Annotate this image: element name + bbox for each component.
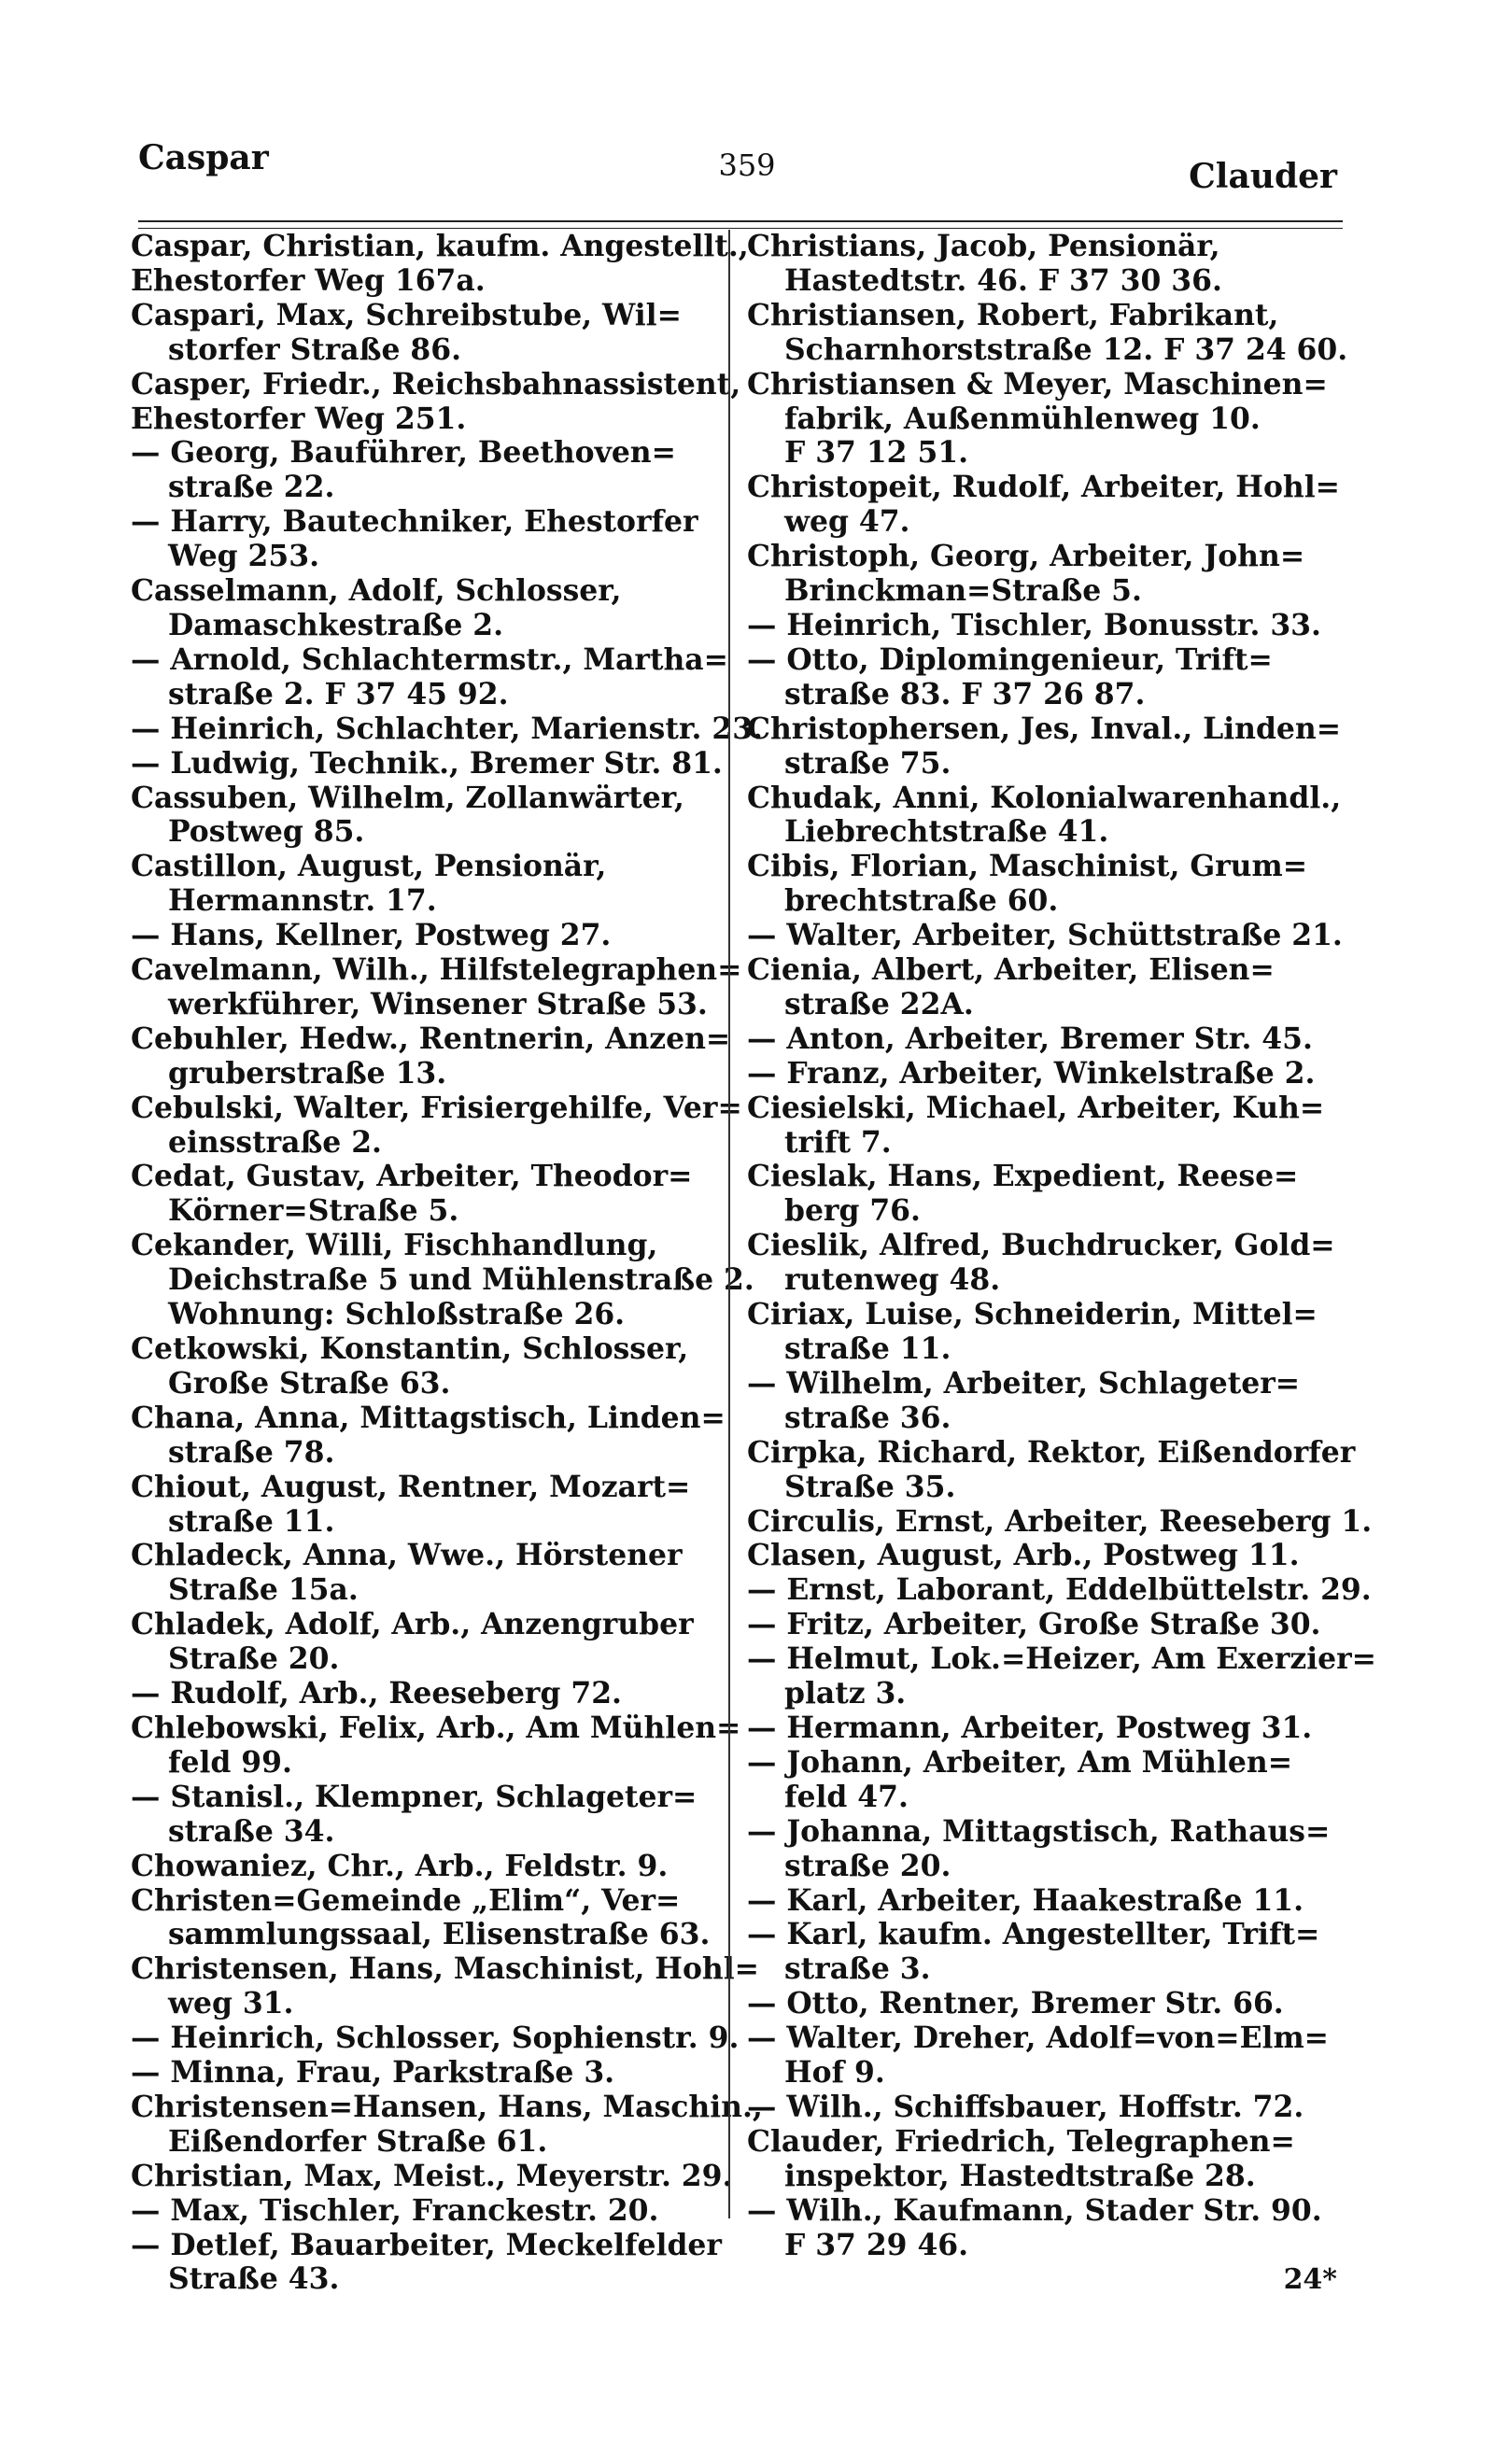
directory-line: straße 34.	[168, 1814, 335, 1849]
header-left-keyword: Caspar	[138, 138, 269, 177]
directory-line: — Wilhelm, Arbeiter, Schlageter=	[747, 1366, 1301, 1401]
directory-line: Clauder, Friedrich, Telegraphen=	[747, 2124, 1295, 2159]
directory-line: — Johann, Arbeiter, Am Mühlen=	[747, 1745, 1293, 1780]
directory-line: berg 76.	[784, 1194, 921, 1229]
directory-line: Hermannstr. 17.	[168, 884, 437, 919]
directory-line: — Hermann, Arbeiter, Postweg 31.	[747, 1711, 1313, 1745]
directory-line: Caspari, Max, Schreibstube, Wil=	[131, 298, 682, 332]
directory-line: Deichstraße 5 und Mühlenstraße 2.	[168, 1263, 754, 1298]
directory-line: Brinckman=Straße 5.	[784, 574, 1142, 609]
directory-line: Ehestorfer Weg 167a.	[131, 263, 486, 298]
directory-line: — Karl, Arbeiter, Haakestraße 11.	[747, 1883, 1304, 1918]
directory-line: Straße 43.	[168, 2262, 340, 2297]
directory-line: Chladek, Adolf, Arb., Anzengruber	[131, 1608, 694, 1642]
directory-line: rutenweg 48.	[784, 1263, 1001, 1298]
directory-line: Cassuben, Wilhelm, Zollanwärter,	[131, 781, 684, 815]
directory-line: Straße 20.	[168, 1642, 340, 1677]
directory-line: F 37 12 51.	[784, 436, 969, 471]
directory-line: — Heinrich, Schlosser, Sophienstr. 9.	[131, 2021, 740, 2056]
directory-line: Hastedtstr. 46. F 37 30 36.	[784, 263, 1222, 298]
directory-line: — Wilh., Kaufmann, Stader Str. 90.	[747, 2193, 1322, 2228]
directory-line: — Detlef, Bauarbeiter, Meckelfelder	[131, 2228, 722, 2262]
directory-line: Chudak, Anni, Kolonialwarenhandl.,	[747, 781, 1342, 815]
header-right-keyword: Clauder	[1189, 157, 1337, 196]
right-column	[747, 230, 1376, 2262]
left-column	[131, 230, 763, 2297]
directory-line: Cekander, Willi, Fischhandlung,	[131, 1229, 658, 1263]
directory-line: Chowaniez, Chr., Arb., Feldstr. 9.	[131, 1849, 669, 1883]
directory-line: storfer Straße 86.	[168, 332, 461, 367]
directory-line: fabrik, Außenmühlenweg 10.	[784, 401, 1261, 436]
directory-line: trift 7.	[784, 1125, 892, 1160]
directory-line: Christian, Max, Meist., Meyerstr. 29.	[131, 2159, 733, 2193]
directory-line: straße 11.	[168, 1504, 335, 1539]
directory-line: feld 99.	[168, 1745, 292, 1780]
directory-line: straße 20.	[784, 1849, 951, 1883]
directory-line: Chlebowski, Felix, Arb., Am Mühlen=	[131, 1711, 741, 1745]
directory-line: Casper, Friedr., Reichsbahnassistent,	[131, 367, 741, 401]
directory-line: — Walter, Dreher, Adolf=von=Elm=	[747, 2021, 1329, 2056]
directory-line: Cienia, Albert, Arbeiter, Elisen=	[747, 953, 1275, 988]
directory-line: Cieslik, Alfred, Buchdrucker, Gold=	[747, 1229, 1335, 1263]
directory-line: straße 2. F 37 45 92.	[168, 677, 509, 711]
directory-line: Christopeit, Rudolf, Arbeiter, Hohl=	[747, 471, 1340, 505]
directory-line: Cebuhler, Hedw., Rentnerin, Anzen=	[131, 1021, 731, 1056]
directory-line: — Rudolf, Arb., Reeseberg 72.	[131, 1677, 622, 1711]
directory-line: — Heinrich, Tischler, Bonusstr. 33.	[747, 608, 1321, 642]
directory-line: werkführer, Winsener Straße 53.	[168, 987, 708, 1021]
directory-line: Christians, Jacob, Pensionär,	[747, 230, 1220, 263]
directory-line: Christiansen, Robert, Fabrikant,	[747, 298, 1279, 332]
directory-line: platz 3.	[784, 1677, 907, 1711]
directory-line: Ciesielski, Michael, Arbeiter, Kuh=	[747, 1091, 1325, 1125]
directory-line: F 37 29 46.	[784, 2228, 969, 2262]
directory-line: Körner=Straße 5.	[168, 1194, 459, 1229]
directory-line: Wohnung: Schloßstraße 26.	[168, 1298, 626, 1332]
directory-line: Christoph, Georg, Arbeiter, John=	[747, 540, 1305, 574]
directory-line: Chana, Anna, Mittagstisch, Linden=	[131, 1401, 726, 1435]
directory-line: weg 31.	[168, 1987, 294, 2021]
directory-line: — Franz, Arbeiter, Winkelstraße 2.	[747, 1056, 1316, 1091]
directory-line: — Karl, kaufm. Angestellter, Trift=	[747, 1918, 1320, 1952]
directory-line: sammlungssaal, Elisenstraße 63.	[168, 1918, 711, 1952]
directory-line: Chiout, August, Rentner, Mozart=	[131, 1470, 691, 1504]
directory-line: — Stanisl., Klempner, Schlageter=	[131, 1780, 698, 1814]
directory-line: Christensen, Hans, Maschinist, Hohl=	[131, 1952, 759, 1987]
directory-line: Clasen, August, Arb., Postweg 11.	[747, 1539, 1300, 1573]
directory-line: Caspar, Christian, kaufm. Angestellt.,	[131, 230, 749, 263]
directory-line: Weg 253.	[168, 540, 319, 574]
directory-line: Straße 35.	[784, 1470, 956, 1504]
directory-line: straße 3.	[784, 1952, 931, 1987]
page-number: 359	[718, 148, 776, 183]
directory-line: straße 83. F 37 26 87.	[784, 677, 1146, 711]
directory-line: straße 22A.	[784, 987, 974, 1021]
directory-line: inspektor, Hastedtstraße 28.	[784, 2159, 1256, 2193]
directory-line: Damaschkestraße 2.	[168, 608, 504, 642]
directory-line: Hof 9.	[784, 2056, 885, 2091]
directory-line: — Georg, Bauführer, Beethoven=	[131, 436, 676, 471]
directory-line: Casselmann, Adolf, Schlosser,	[131, 574, 622, 609]
directory-line: Straße 15a.	[168, 1573, 359, 1608]
directory-line: straße 11.	[784, 1332, 951, 1366]
directory-line: Cieslak, Hans, Expedient, Reese=	[747, 1160, 1299, 1194]
directory-line: — Hans, Kellner, Postweg 27.	[131, 919, 612, 953]
directory-line: Große Straße 63.	[168, 1366, 451, 1401]
header-rule-bottom	[138, 228, 1343, 229]
directory-line: — Heinrich, Schlachter, Marienstr. 23.	[131, 711, 763, 746]
directory-line: straße 78.	[168, 1435, 335, 1470]
directory-line: — Max, Tischler, Franckestr. 20.	[131, 2193, 659, 2228]
directory-line: Christiansen & Meyer, Maschinen=	[747, 367, 1328, 401]
directory-line: straße 75.	[784, 746, 951, 781]
directory-line: — Ernst, Laborant, Eddelbüttelstr. 29.	[747, 1573, 1372, 1608]
column-divider	[728, 230, 730, 2218]
directory-line: Scharnhorststraße 12. F 37 24 60.	[784, 332, 1348, 367]
directory-line: Liebrechtstraße 41.	[784, 815, 1109, 850]
directory-line: straße 36.	[784, 1401, 951, 1435]
directory-line: — Walter, Arbeiter, Schüttstraße 21.	[747, 919, 1343, 953]
directory-line: — Wilh., Schiffsbauer, Hoffstr. 72.	[747, 2090, 1304, 2124]
directory-line: Cirpka, Richard, Rektor, Eißendorfer	[747, 1435, 1356, 1470]
directory-line: brechtstraße 60.	[784, 884, 1059, 919]
directory-line: gruberstraße 13.	[168, 1056, 447, 1091]
directory-line: — Ludwig, Technik., Bremer Str. 81.	[131, 746, 723, 781]
directory-line: Cavelmann, Wilh., Hilfstelegraphen=	[131, 953, 742, 988]
directory-line: Chladeck, Anna, Wwe., Hörstener	[131, 1539, 683, 1573]
directory-line: Cebulski, Walter, Frisiergehilfe, Ver=	[131, 1091, 742, 1125]
directory-line: einsstraße 2.	[168, 1125, 382, 1160]
header-rule-top	[138, 220, 1343, 222]
directory-line: — Anton, Arbeiter, Bremer Str. 45.	[747, 1021, 1313, 1056]
directory-line: — Minna, Frau, Parkstraße 3.	[131, 2056, 615, 2091]
directory-line: Christophersen, Jes, Inval., Linden=	[747, 711, 1341, 746]
directory-line: — Arnold, Schlachtermstr., Martha=	[131, 642, 728, 677]
directory-line: Christen=Gemeinde „Elim“, Ver=	[131, 1883, 681, 1918]
directory-line: Cetkowski, Konstantin, Schlosser,	[131, 1332, 689, 1366]
directory-line: Cibis, Florian, Maschinist, Grum=	[747, 850, 1308, 884]
directory-line: — Otto, Diplomingenieur, Trift=	[747, 642, 1273, 677]
sheet-signature: 24*	[1283, 2263, 1337, 2296]
directory-line: — Harry, Bautechniker, Ehestorfer	[131, 505, 698, 540]
directory-line: — Otto, Rentner, Bremer Str. 66.	[747, 1987, 1284, 2021]
directory-line: Cedat, Gustav, Arbeiter, Theodor=	[131, 1160, 693, 1194]
directory-line: Ehestorfer Weg 251.	[131, 401, 467, 436]
directory-line: Castillon, August, Pensionär,	[131, 850, 607, 884]
directory-line: Eißendorfer Straße 61.	[168, 2124, 548, 2159]
directory-line: Christensen=Hansen, Hans, Maschin.,	[131, 2090, 763, 2124]
directory-line: Postweg 85.	[168, 815, 365, 850]
directory-line: straße 22.	[168, 471, 335, 505]
directory-line: — Fritz, Arbeiter, Große Straße 30.	[747, 1608, 1321, 1642]
directory-line: — Helmut, Lok.=Heizer, Am Exerzier=	[747, 1642, 1376, 1677]
directory-line: Ciriax, Luise, Schneiderin, Mittel=	[747, 1298, 1318, 1332]
directory-line: — Johanna, Mittagstisch, Rathaus=	[747, 1814, 1331, 1849]
directory-line: weg 47.	[784, 505, 910, 540]
directory-line: Circulis, Ernst, Arbeiter, Reeseberg 1.	[747, 1504, 1373, 1539]
directory-line: feld 47.	[784, 1780, 909, 1814]
